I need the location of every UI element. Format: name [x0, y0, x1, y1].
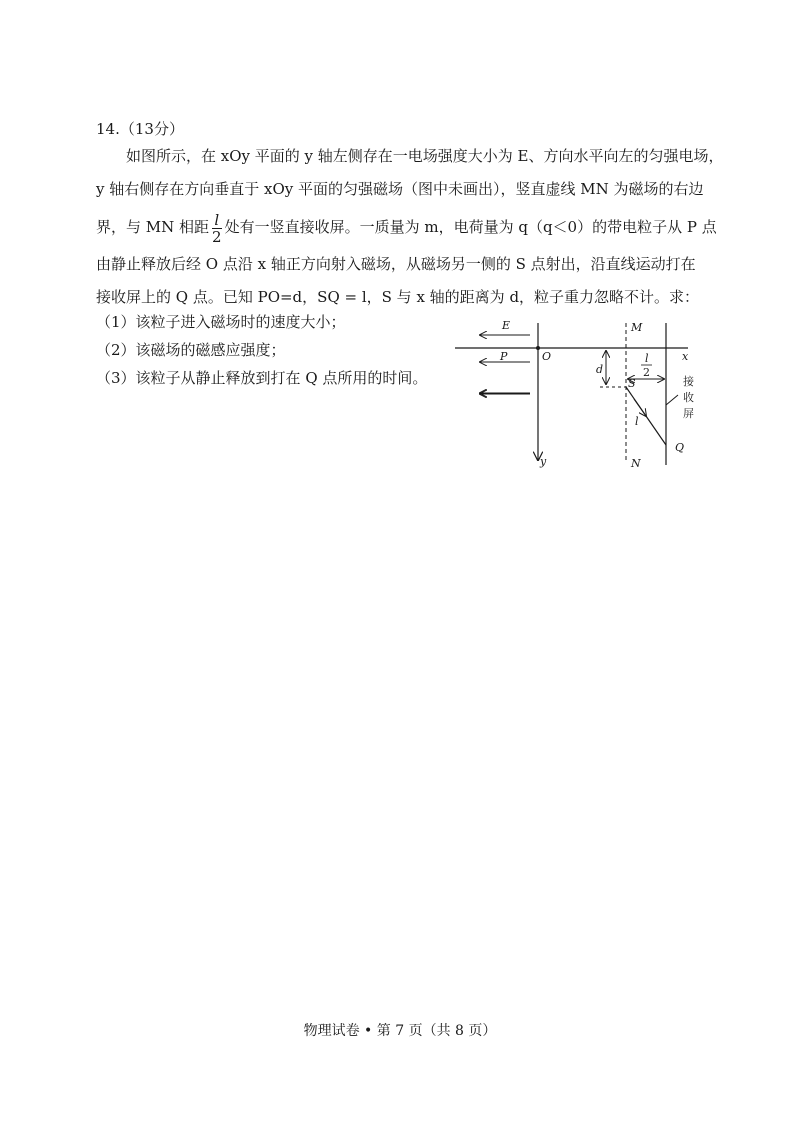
- subquestions: [96, 308, 427, 392]
- screen-label-1: 接: [683, 375, 694, 388]
- fraction-numerator: l: [212, 212, 222, 229]
- fraction-denominator: 2: [212, 227, 222, 246]
- question-line-4: 由静止释放后经 O 点沿 x 轴正方向射入磁场，从磁场另一侧的 S 点射出，沿直线运动打在: [96, 255, 696, 273]
- subquestion-3: （3）该粒子从静止释放到打在 Q 点所用的时间。: [96, 369, 428, 387]
- label-S: S: [628, 377, 636, 390]
- question-line-1: 如图所示，在 xOy 平面的 y 轴左侧存在一电场强度大小为 E、方向水平向左的匀强电场，: [126, 147, 724, 165]
- direction-arrow: [634, 399, 646, 416]
- subquestion-1: （1）该粒子进入磁场时的速度大小；: [96, 313, 346, 331]
- fraction-l-over-2: [212, 212, 222, 245]
- label-l: l: [635, 415, 639, 428]
- page-footer: 物理试卷 • 第 7 页（共 8 页）: [303, 1023, 497, 1039]
- screen-label-3: 屏: [683, 407, 694, 420]
- physics-diagram: [450, 315, 700, 475]
- label-d: d: [596, 363, 604, 376]
- screen-label-2: 收: [683, 391, 694, 404]
- label-half-l-num: l: [645, 352, 649, 365]
- screen-pointer: [666, 395, 678, 405]
- question-line-2: y 轴右侧存在方向垂直于 xOy 平面的匀强磁场（图中未画出），竖直虚线 MN 为磁场的右边: [96, 180, 704, 198]
- label-half-l-den: 2: [643, 366, 650, 379]
- label-x: x: [682, 350, 689, 363]
- label-O: O: [542, 350, 552, 363]
- label-E: E: [502, 319, 511, 332]
- question-number: 14.（13分）: [96, 120, 184, 138]
- label-P: P: [500, 350, 508, 363]
- origin-point: [536, 346, 540, 350]
- label-N: N: [631, 457, 641, 470]
- question-line-3: [96, 206, 716, 248]
- question-line-3-prefix: 界，与 MN 相距: [96, 218, 210, 236]
- question-line-5: 接收屏上的 Q 点。已知 PO=d，SQ = l，S 与 x 轴的距离为 d，粒子重力忽略不计。求：: [96, 288, 700, 306]
- question-body: [96, 140, 724, 314]
- label-M: M: [631, 321, 643, 334]
- question-line-3-rest: 处有一竖直接收屏。一质量为 m，电荷量为 q（q＜0）的带电粒子从 P 点: [224, 218, 717, 236]
- label-Q: Q: [675, 441, 685, 454]
- subquestion-2: （2）该磁场的磁感应强度；: [96, 341, 286, 359]
- label-y: y: [540, 455, 547, 468]
